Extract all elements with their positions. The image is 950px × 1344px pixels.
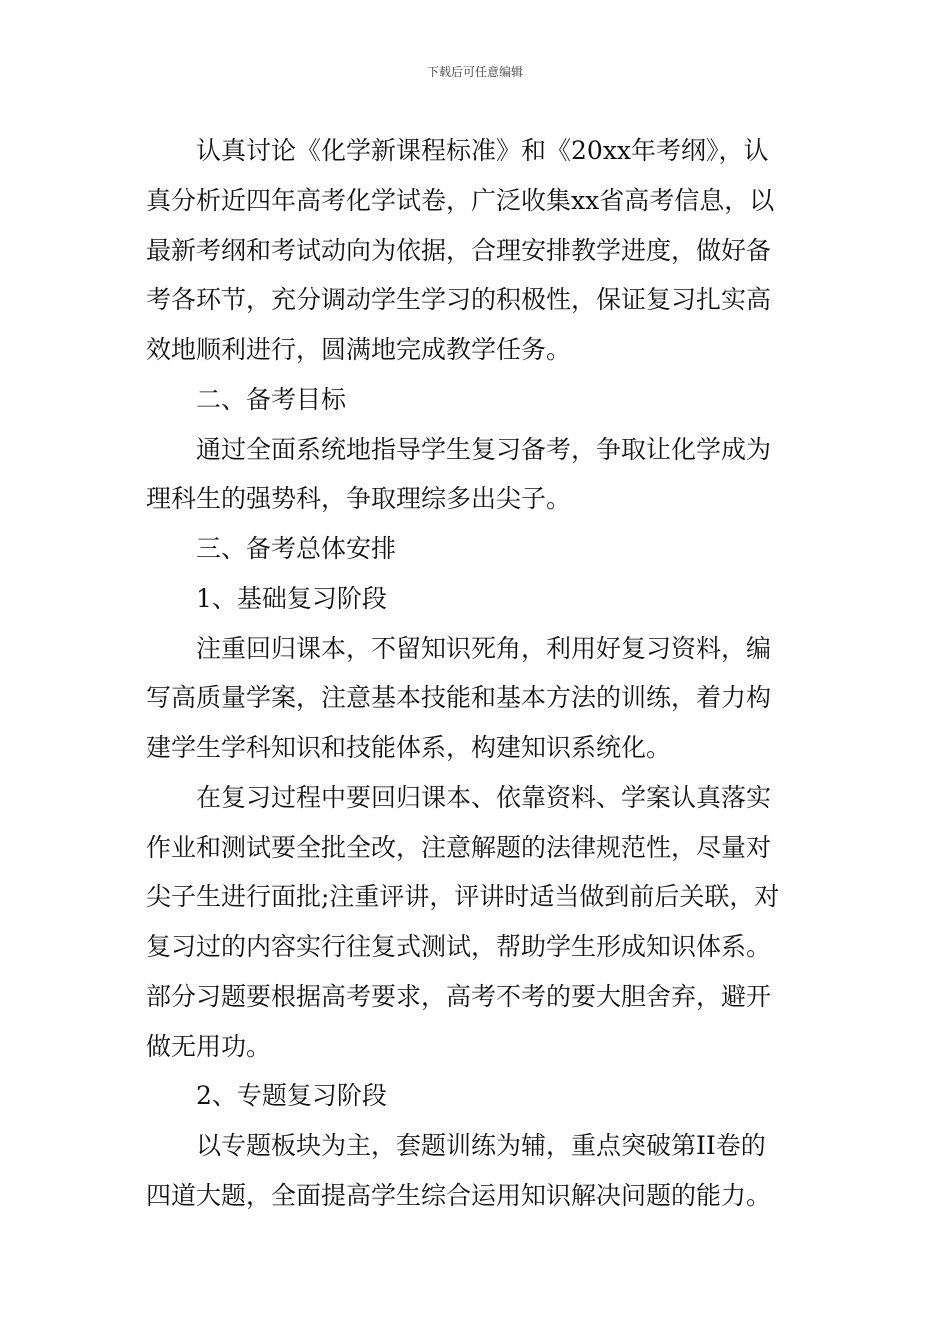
text-line: 注重回归课本，不留知识死角，利用好复习资料，编 (196, 633, 772, 663)
text-line: 2、专题复习阶段 (196, 1081, 387, 1111)
text-line: 尖子生进行面批;注重评讲，评讲时适当做到前后关联，对 (146, 882, 780, 912)
text-line: 理科生的强势科，争取理综多出尖子。 (146, 484, 572, 514)
text-line: 认真讨论《化学新课程标准》和《20xx年考纲》，认 (196, 136, 769, 165)
text-line: 通过全面系统地指导学生复习备考，争取让化学成为 (196, 434, 772, 464)
text-line: 真分析近四年高考化学试卷，广泛收集xx省高考信息，以 (146, 185, 775, 215)
page-header: 下载后可任意编辑 (426, 65, 523, 79)
text-line: 做无用功。 (146, 1031, 272, 1061)
text-line: 复习过的内容实行往复式测试，帮助学生形成知识体系。 (146, 932, 772, 961)
document-body (146, 126, 810, 1221)
text-line: 部分习题要根据高考要求，高考不考的要大胆舍弃，避开 (146, 981, 772, 1011)
text-line: 三、备考总体安排 (196, 534, 397, 563)
text-line: 考各环节，充分调动学生学习的积极性，保证复习扎实高 (146, 285, 772, 315)
text-line: 建学生学科知识和技能体系，构建知识系统化。 (146, 733, 672, 762)
text-line: 最新考纲和考试动向为依据，合理安排教学进度，做好备 (146, 235, 772, 265)
text-line: 效地顺利进行，圆满地完成教学任务。 (146, 335, 572, 364)
text-line: 四道大题，全面提高学生综合运用知识解决问题的能力。 (146, 1180, 772, 1210)
text-line: 二、备考目标 (196, 384, 347, 414)
text-line: 以专题板块为主，套题训练为辅，重点突破第II卷的 (196, 1131, 766, 1160)
text-line: 写高质量学案，注意基本技能和基本方法的训练，着力构 (146, 683, 772, 713)
text-line: 1、基础复习阶段 (196, 583, 387, 613)
text-line: 作业和测试要全批全改，注意解题的法律规范性，尽量对 (146, 832, 772, 862)
text-line: 在复习过程中要回归课本、依靠资料、学案认真落实 (196, 782, 772, 812)
